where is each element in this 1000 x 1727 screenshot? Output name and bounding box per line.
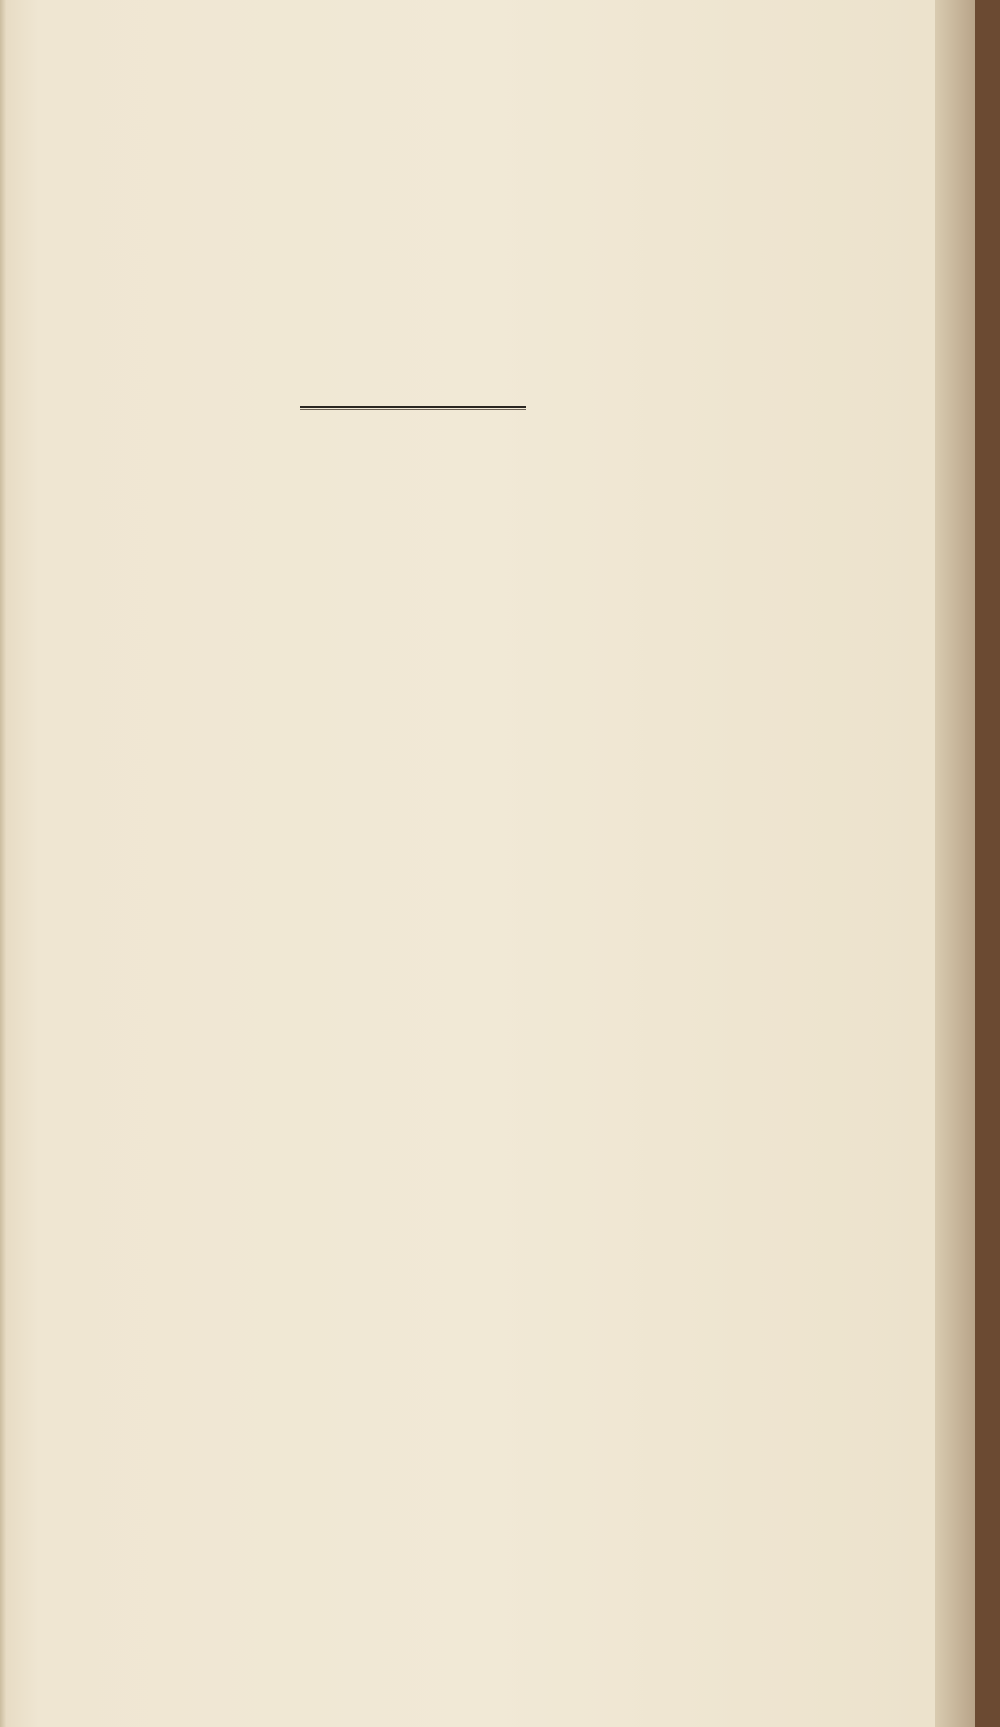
page-edge [935,0,975,1727]
page-spine-shadow [0,0,6,1727]
separator-rule [300,406,526,408]
separator-rule-thin [300,409,526,410]
